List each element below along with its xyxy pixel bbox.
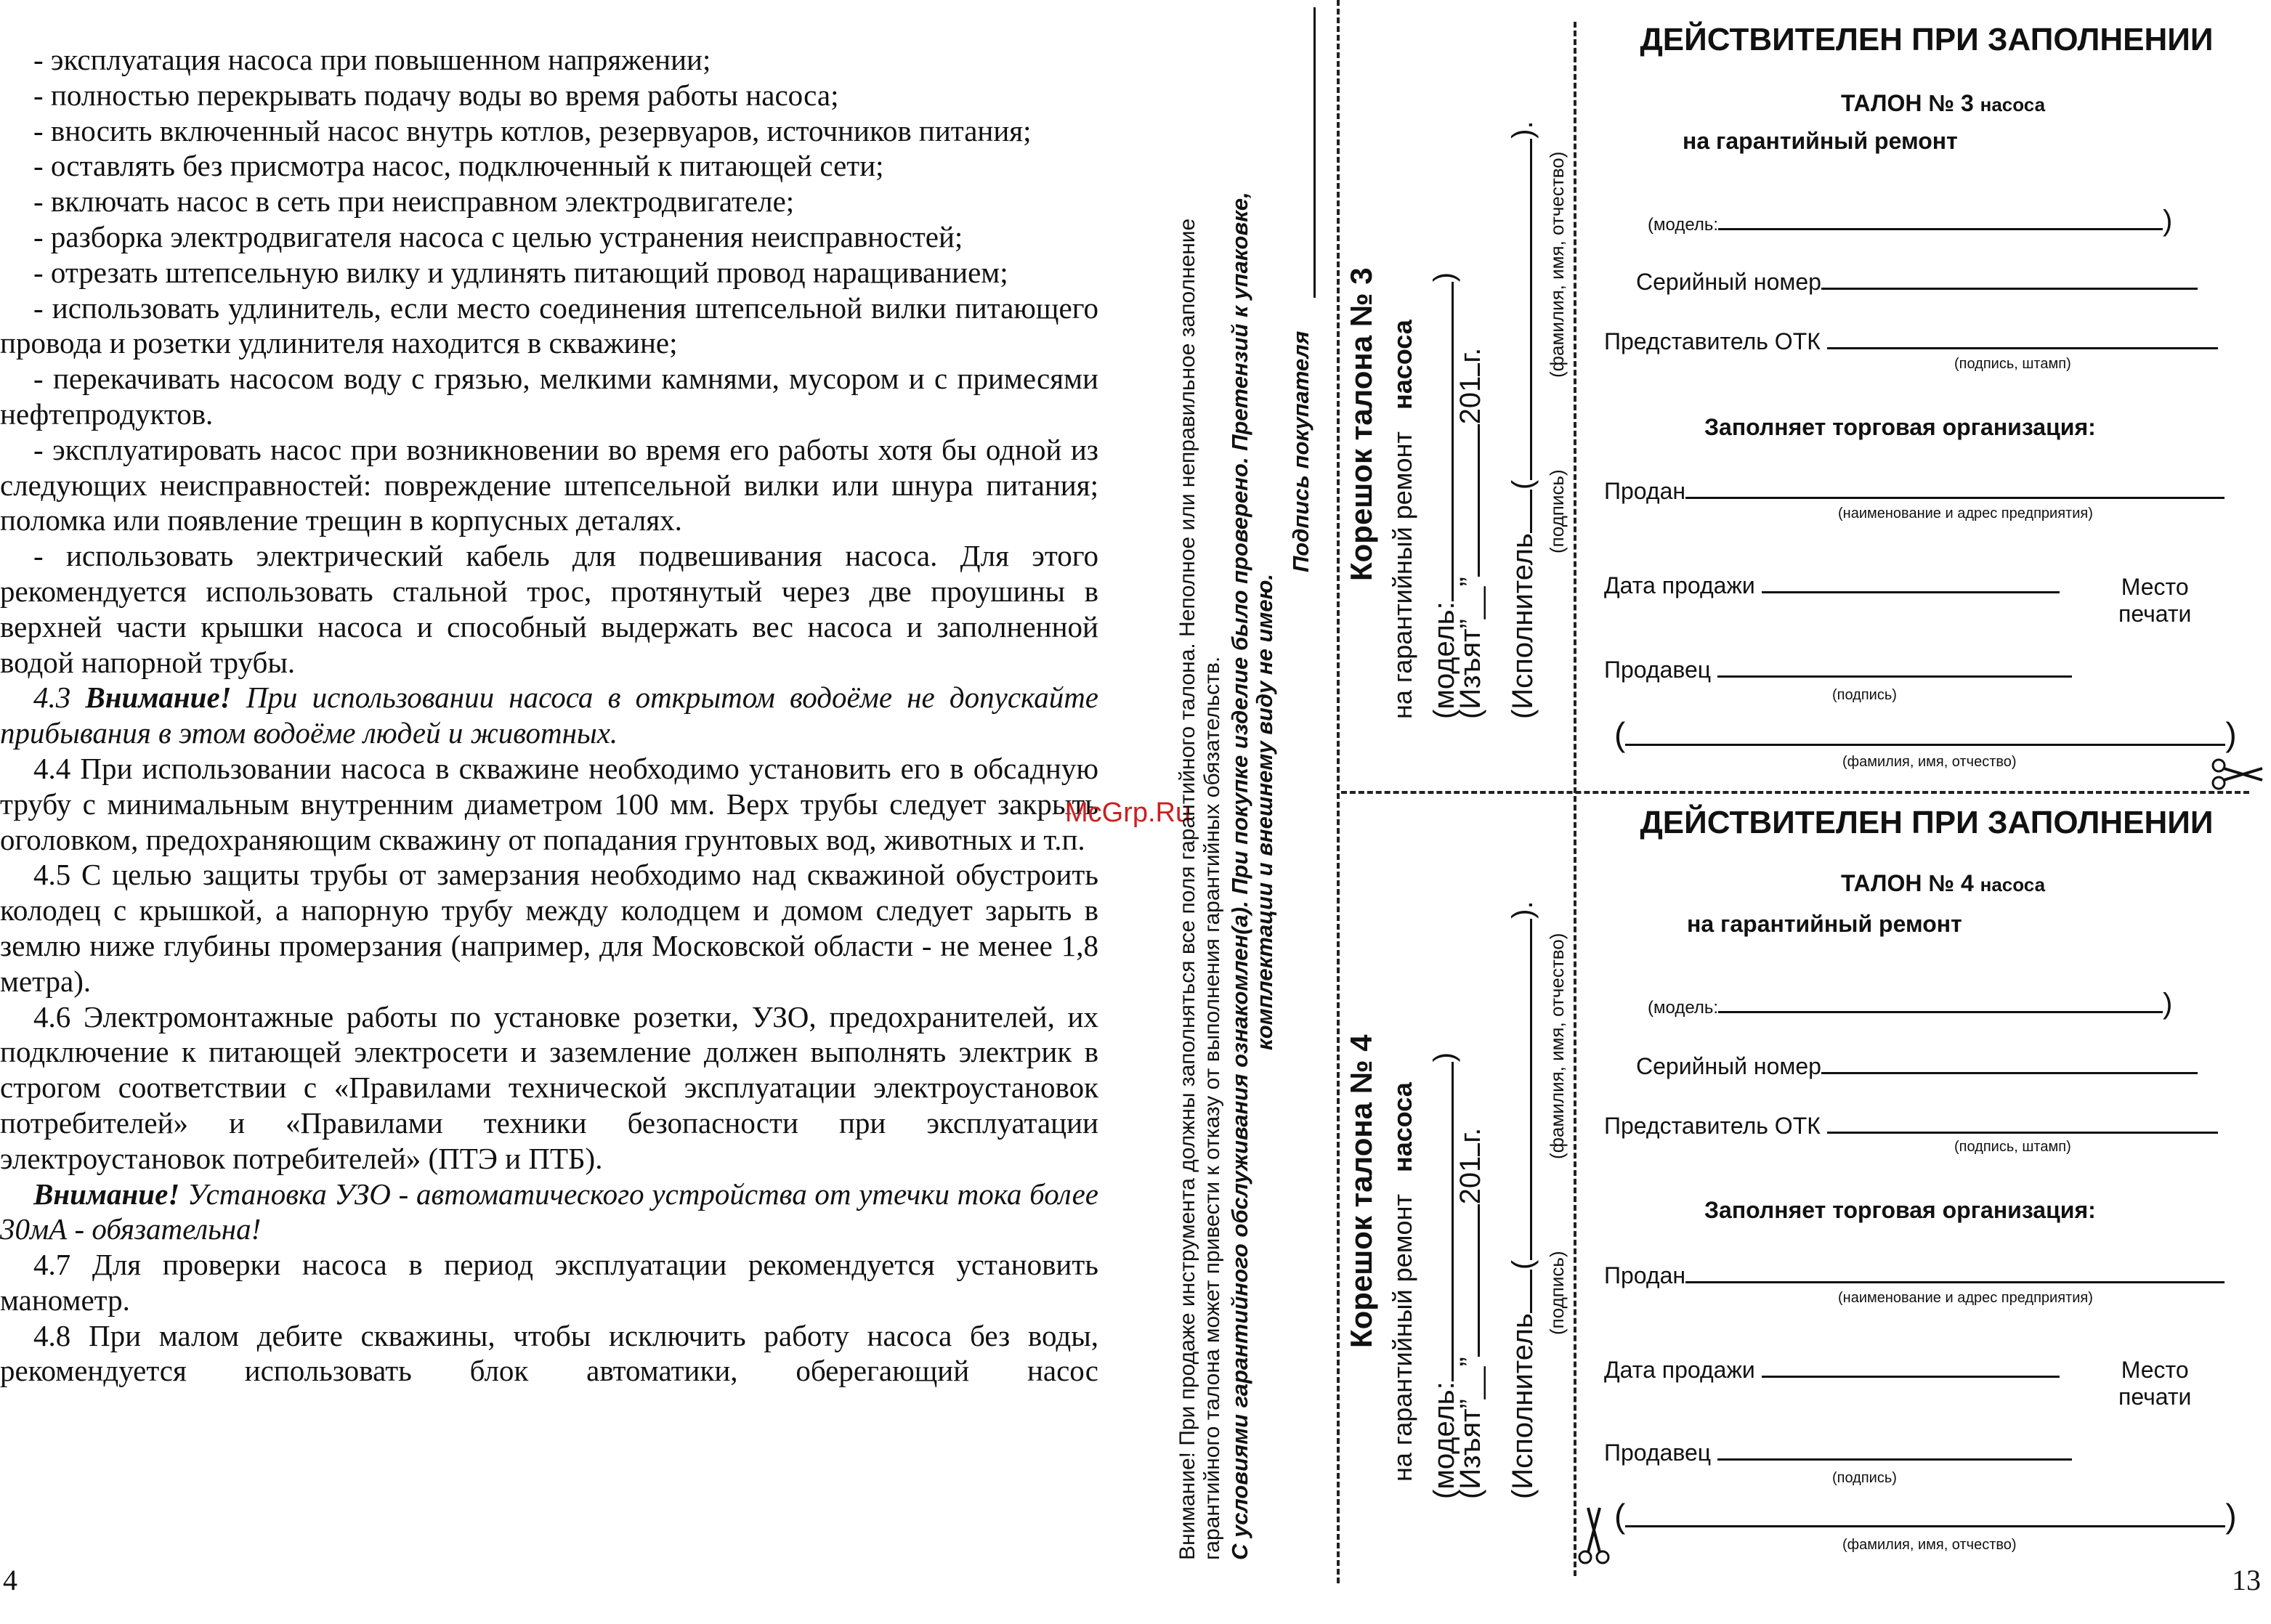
stub-title: Корешок талона № 3: [1344, 267, 1378, 581]
stub-removed-line: (Изъят”__”201г.: [1454, 1127, 1486, 1499]
paragraph: - эксплуатировать насос при возникновении во время его работы хотя бы одной из следующих неисправностей: повреждение штепсельной вилки или шнура питания; поломка или появление трещин в корпусных деталях.: [0, 432, 1098, 537]
stub-name-caption: (фамилия, имя, отчество): [1546, 151, 1568, 378]
coupon-serial-line: Серийный номер: [1636, 269, 2198, 296]
coupon-title: ТАЛОН № 3 насоса: [1841, 90, 2046, 116]
coupon-subtitle: на гарантийный ремонт: [1687, 911, 1962, 937]
stub-subtitle: на гарантийный ремонт насоса: [1388, 320, 1417, 719]
stamp-place: Место печати: [2118, 1357, 2192, 1410]
stub-subtitle: на гарантийный ремонт насоса: [1388, 1082, 1417, 1482]
warning-line-2: гарантийного талона может привести к отказу от выполнения гарантийных обязательств.: [1200, 656, 1224, 1560]
coupon-seller-line: Продавец: [1604, 1440, 2072, 1466]
paragraph: - использовать электрический кабель для подвешивания насоса. Для этого рекомендуется использовать стальной трос, протянутый через две проушины в верхней части крышки насоса и способный выдержать вес насоса и заполненной водой напорной трубы.: [0, 539, 1098, 679]
paragraph-4-5: 4.5 С целью защиты трубы от замерзания необходимо над скважиной обустроить колодец с крышкой, а напорную трубу между колодцем и домом следует зарыть в землю ниже глубины промерзания (например, для Московской области - не менее 1,8 метра).: [0, 858, 1098, 998]
seller-caption: (подпись): [1832, 687, 1897, 703]
paragraph: - вносить включенный насос внутрь котлов, резервуаров, источников питания;: [33, 113, 1032, 147]
stub-sign-caption: (подпись): [1546, 1251, 1568, 1335]
paragraph: - полностью перекрывать подачу воды во время работы насоса;: [33, 78, 839, 112]
coupon-header: ДЕЙСТВИТЕЛЕН ПРИ ЗАПОЛНЕНИИ: [1640, 22, 2214, 57]
coupon-seller-line: Продавец: [1604, 657, 2072, 683]
coupon-trade-heading: Заполняет торговая организация:: [1704, 414, 2096, 440]
scissors-icon: [1578, 1506, 1610, 1564]
coupon-sold-line: Продан: [1604, 1262, 2225, 1289]
stub-model-line: (модель:): [1428, 1052, 1460, 1499]
paragraph-4-8: 4.8 При малом дебите скважины, чтобы исключить работу насоса без воды, рекомендуется использовать блок автоматики, оберегающий насос: [0, 1318, 1098, 1388]
stub-cut-line: [1337, 0, 1340, 1583]
coupon-date-line: Дата продажи: [1604, 572, 2060, 599]
paragraph: - использовать удлинитель, если место соединения штепсельной вилки питающего провода и розетки удлинителя находится в скважине;: [0, 291, 1098, 360]
otk-caption: (подпись, штамп): [1954, 1139, 2071, 1155]
stub-title: Корешок талона № 4: [1344, 1034, 1378, 1348]
stub-executor-line: (Исполнитель().: [1507, 901, 1539, 1499]
coupon-cut-line: [1574, 22, 1576, 1576]
page-number-left: 4: [3, 1564, 17, 1596]
paragraph-4-7: 4.7 Для проверки насоса в период эксплуатации рекомендуется установить манометр.: [0, 1248, 1098, 1317]
scissors-icon: [2211, 758, 2264, 790]
warning-line-4: комплектации и внешнему виду не имею.: [1252, 574, 1277, 1050]
buyer-signature-line: [1313, 7, 1316, 298]
coupon-fio-line: ( ): [1614, 1497, 2237, 1535]
coupon-model-line: (модель: ): [1648, 988, 2173, 1020]
paragraph-4-4: 4.4 При использовании насоса в скважине необходимо установить его в обсадную трубу с минимальным внутренним диаметром 100 мм. Верх трубы следует закрыть оголовком, предохраняющим скважину от попадания грунтовых вод, животных и т.п.: [0, 751, 1098, 856]
warning-line-3: С условиями гарантийного обслуживания ознакомлен(а). При покупке изделие было проверено. Претензий к упаковке,: [1227, 192, 1252, 1560]
coupon-header: ДЕЙСТВИТЕЛЕН ПРИ ЗАПОЛНЕНИИ: [1640, 805, 2214, 840]
paragraph-4-6: 4.6 Электромонтажные работы по установке розетки, УЗО, предохранителей, их подключение к питающей электросети и заземление должен выполнять электрик в строгом соответствии с «Правилами технической эксплуатации электроустановок потребителей» и «Правилами техники безопасности при эксплуатации электроустановок потребителей» (ПТЭ и ПТБ).: [0, 999, 1098, 1175]
coupon-otk-line: Представитель ОТК: [1604, 328, 2218, 355]
coupon-otk-line: Представитель ОТК: [1604, 1113, 2218, 1140]
coupon-sold-line: Продан: [1604, 478, 2225, 505]
page-number-right: 13: [2232, 1564, 2261, 1596]
coupon-separator: [1341, 791, 2249, 794]
sold-caption: (наименование и адрес предприятия): [1838, 1290, 2093, 1306]
paragraph: - эксплуатация насоса при повышенном напряжении;: [33, 43, 711, 76]
stamp-place: Место печати: [2118, 574, 2192, 627]
sold-caption: (наименование и адрес предприятия): [1838, 506, 2093, 521]
coupon-title: ТАЛОН № 4 насоса: [1841, 870, 2046, 896]
stub-executor-line: (Исполнитель().: [1507, 121, 1539, 719]
coupon-model-line: (модель: ): [1648, 205, 2173, 237]
paragraph: - оставлять без присмотра насос, подключенный к питающей сети;: [33, 149, 884, 183]
watermark: McGrp.Ru: [1065, 797, 1191, 828]
coupon-subtitle: на гарантийный ремонт: [1683, 128, 1958, 154]
warning-line-1: Внимание! При продаже инструмента должны заполняться все поля гарантийного талона. Неполное или неправильное заполнение: [1175, 218, 1199, 1560]
paragraph-4-3: 4.3 Внимание! При использовании насоса в открытом водоёме не допускайте прибывания в этом водоёме людей и животных.: [0, 681, 1098, 750]
fio-caption: (фамилия, имя, отчество): [1842, 1537, 2017, 1553]
fio-caption: (фамилия, имя, отчество): [1842, 754, 2017, 770]
paragraph: - включать насос в сеть при неисправном электродвигателе;: [33, 184, 795, 219]
coupon-trade-heading: Заполняет торговая организация:: [1704, 1197, 2096, 1223]
seller-caption: (подпись): [1832, 1470, 1897, 1486]
otk-caption: (подпись, штамп): [1954, 356, 2071, 372]
coupon-fio-line: ( ): [1614, 715, 2237, 753]
stub-name-caption: (фамилия, имя, отчество): [1546, 933, 1568, 1159]
left-page-text: [0, 42, 1098, 1389]
buyer-signature-label: Подпись покупателя: [1288, 330, 1313, 572]
paragraph: - отрезать штепсельную вилку и удлинять питающий провод наращиванием;: [33, 255, 1008, 289]
uzo-warning: Внимание! Установка УЗО - автоматического устройства от утечки тока более 30мА - обязательна!: [0, 1177, 1098, 1246]
stub-removed-line: (Изъят”__”201г.: [1454, 347, 1486, 719]
stub-model-line: (модель:): [1428, 272, 1460, 719]
paragraph: - разборка электродвигателя насоса с целью устранения неисправностей;: [33, 219, 963, 253]
stub-sign-caption: (подпись): [1546, 469, 1568, 553]
coupon-serial-line: Серийный номер: [1636, 1053, 2198, 1080]
coupon-date-line: Дата продажи: [1604, 1357, 2060, 1384]
paragraph: - перекачивать насосом воду с грязью, мелкими камнями, мусором и с примесями нефтепродуктов.: [0, 362, 1098, 431]
